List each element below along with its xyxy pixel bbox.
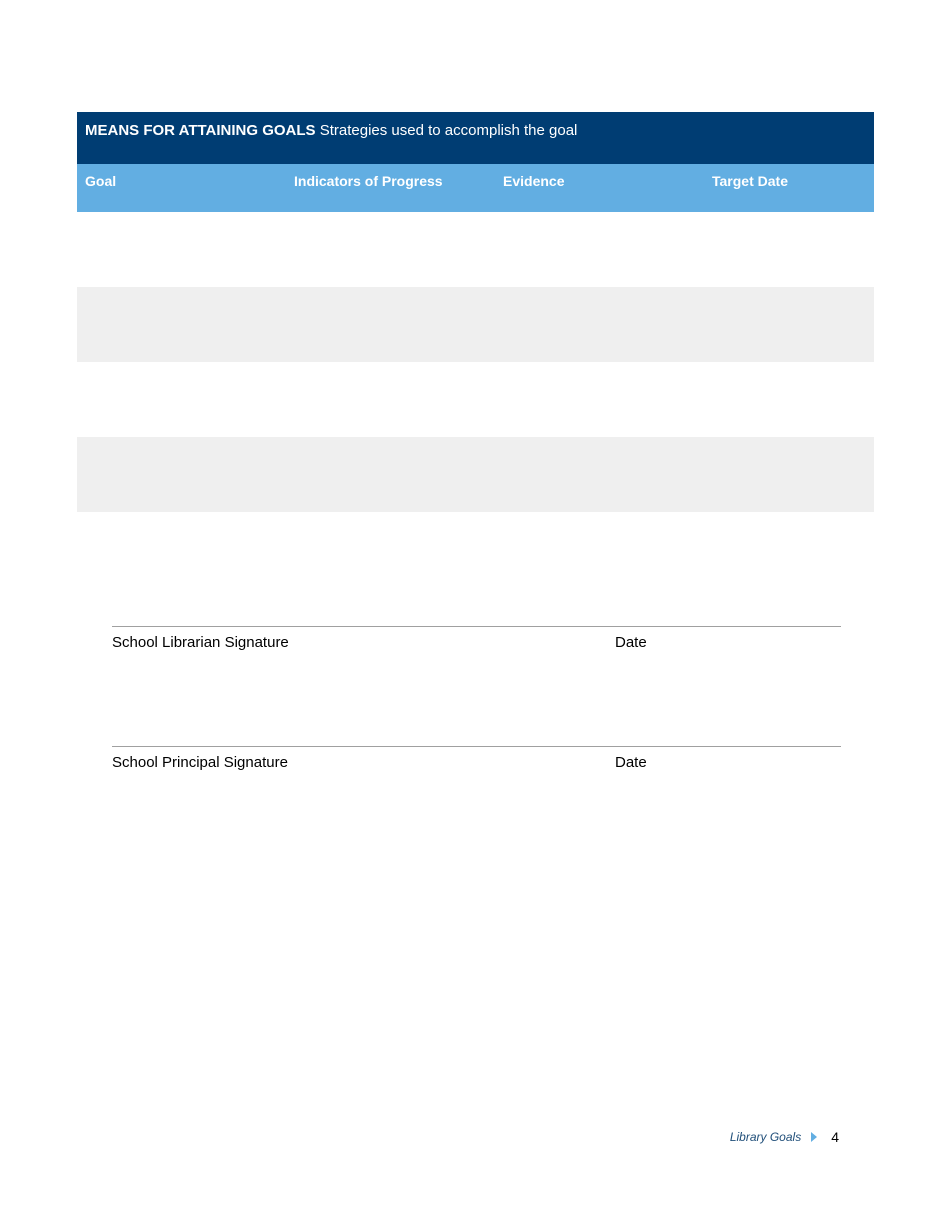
table-row [77, 437, 874, 512]
table-title-bold: MEANS FOR ATTAINING GOALS [85, 122, 316, 139]
principal-date-label: Date [615, 754, 647, 771]
principal-signature-block [112, 746, 841, 774]
footer-section-name: Library Goals [729, 1130, 802, 1144]
table-cell[interactable] [286, 212, 495, 287]
page-number: 4 [831, 1129, 839, 1145]
column-header-goal: Goal [85, 173, 117, 189]
table-cell[interactable] [704, 212, 874, 287]
table-cell[interactable] [77, 362, 286, 437]
table-title-subtitle: Strategies used to accomplish the goal [319, 122, 578, 139]
triangle-right-icon [811, 1132, 817, 1142]
table-title-row [77, 112, 874, 164]
table-row [77, 212, 874, 287]
table-cell[interactable] [286, 437, 495, 512]
table-row [77, 362, 874, 437]
table-header-row [77, 164, 874, 212]
principal-signature-line[interactable] [112, 746, 841, 747]
librarian-signature-line[interactable] [112, 626, 841, 627]
table-row [77, 287, 874, 362]
column-header-target-date: Target Date [712, 173, 788, 189]
table-cell[interactable] [495, 287, 704, 362]
table-cell[interactable] [704, 362, 874, 437]
table-cell[interactable] [286, 287, 495, 362]
table-cell[interactable] [495, 362, 704, 437]
table-cell[interactable] [77, 287, 286, 362]
table-cell[interactable] [704, 287, 874, 362]
table-cell[interactable] [286, 362, 495, 437]
table-cell[interactable] [495, 212, 704, 287]
librarian-signature-block [112, 626, 841, 654]
librarian-date-label: Date [615, 634, 647, 651]
librarian-signature-label: School Librarian Signature [112, 634, 289, 651]
table-cell[interactable] [77, 212, 286, 287]
table-cell[interactable] [704, 437, 874, 512]
table-cell[interactable] [495, 437, 704, 512]
column-header-evidence: Evidence [503, 173, 565, 189]
table-cell[interactable] [77, 437, 286, 512]
column-header-indicators: Indicators of Progress [294, 173, 443, 189]
goals-table [77, 112, 874, 512]
principal-signature-label: School Principal Signature [112, 754, 288, 771]
page-footer [730, 1129, 839, 1145]
